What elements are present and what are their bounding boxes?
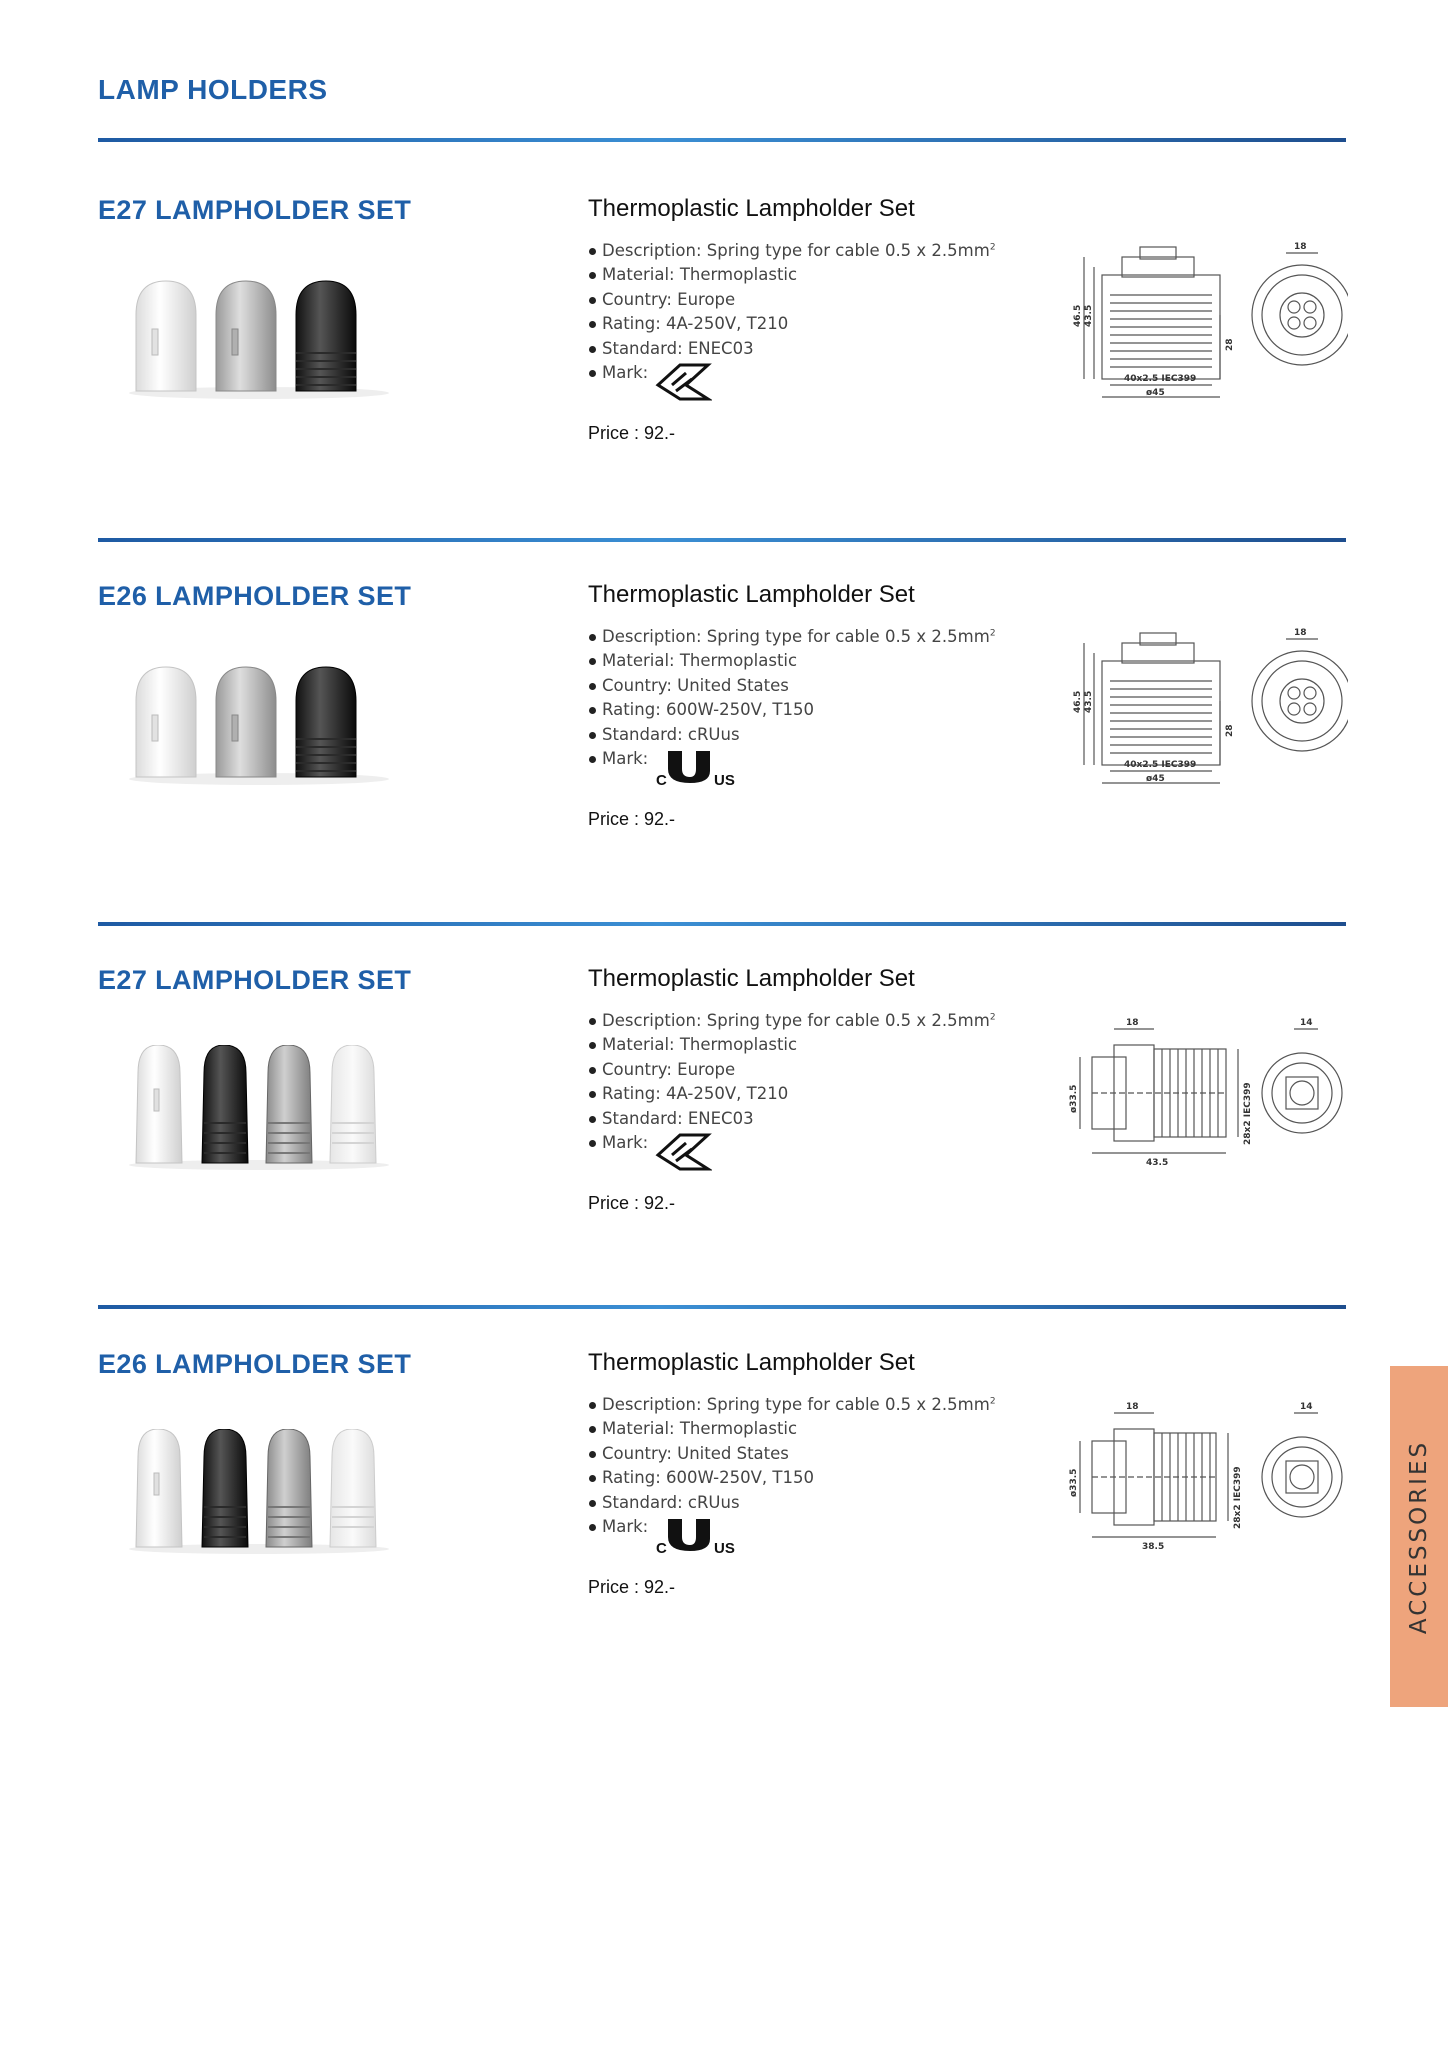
spec-material: Material: Thermoplastic <box>588 1417 996 1441</box>
spec-mark: Mark: C US <box>588 1515 996 1555</box>
product-section-e26-2 <box>0 1349 1448 1679</box>
spec-standard: Standard: cRUus <box>588 723 996 747</box>
dim-height: 46.5 <box>1073 304 1083 327</box>
spec-description: Description: Spring type for cable 0.5 x $2.5mm^2$ <box>588 625 996 649</box>
price: Price : 92.- <box>588 1577 676 1597</box>
spec-list <box>588 239 996 401</box>
dim-side: 28 <box>1225 724 1235 737</box>
dim-inner: 43.5 <box>1084 690 1094 713</box>
dim-thread: 28x2 IEC399 <box>1243 1082 1253 1145</box>
dim-left: 18 <box>1126 1018 1139 1028</box>
dim-dia: ø33.5 <box>1069 1084 1079 1113</box>
spec-list <box>588 1393 996 1555</box>
ul-mark-icon <box>654 1515 744 1555</box>
price: Price : 92.- <box>588 423 676 443</box>
product-name: Thermoplastic Lampholder Set <box>588 581 915 608</box>
dim-left: 18 <box>1126 1402 1139 1412</box>
spec-mark: Mark: <box>588 1131 996 1171</box>
dim-dia: ø45 <box>1146 388 1165 398</box>
spec-material: Material: Thermoplastic <box>588 263 996 287</box>
spec-standard: Standard: cRUus <box>588 1491 996 1515</box>
section-title: E26 LAMPHOLDER SET <box>98 581 412 611</box>
dim-thread: 40x2.5 IEC399 <box>1124 760 1197 770</box>
dim-side: 28 <box>1225 338 1235 351</box>
technical-drawing <box>1066 235 1348 405</box>
lampholder-photo <box>124 661 394 787</box>
product-section-e27-2 <box>0 965 1448 1295</box>
spec-country: Country: Europe <box>588 1058 996 1082</box>
spec-rating: Rating: 600W-250V, T150 <box>588 1466 996 1490</box>
spec-country: Country: United States <box>588 674 996 698</box>
technical-drawing <box>1066 621 1348 791</box>
spec-rating: Rating: 600W-250V, T150 <box>588 698 996 722</box>
section-divider <box>98 922 1346 926</box>
section-divider <box>98 138 1346 142</box>
spec-description: Description: Spring type for cable 0.5 x $2.5mm^2$ <box>588 239 996 263</box>
price: Price : 92.- <box>588 809 676 829</box>
product-name: Thermoplastic Lampholder Set <box>588 195 915 222</box>
spec-list <box>588 625 996 787</box>
dim-thread: 28x2 IEC399 <box>1233 1466 1243 1529</box>
section-title: E27 LAMPHOLDER SET <box>98 965 412 995</box>
spec-rating: Rating: 4A-250V, T210 <box>588 312 996 336</box>
ul-mark-icon <box>654 747 744 787</box>
dim-dia: ø45 <box>1146 774 1165 784</box>
dim-dia: ø33.5 <box>1069 1468 1079 1497</box>
section-title: E27 LAMPHOLDER SET <box>98 195 412 225</box>
technical-drawing <box>1066 1389 1348 1559</box>
enec-mark-icon <box>654 1131 712 1171</box>
section-divider <box>98 1305 1346 1309</box>
dim-right: 14 <box>1300 1402 1313 1412</box>
spec-rating: Rating: 4A-250V, T210 <box>588 1082 996 1106</box>
section-divider <box>98 538 1346 542</box>
svg-text:US: US <box>714 1540 736 1556</box>
dim-length: 38.5 <box>1142 1542 1165 1552</box>
svg-text:C: C <box>656 772 668 788</box>
category-tab-label: ACCESSORIES <box>1406 1439 1432 1634</box>
spec-standard: Standard: ENEC03 <box>588 1107 996 1131</box>
dim-top: 18 <box>1294 628 1307 638</box>
lampholder-photo <box>124 1045 394 1171</box>
spec-mark: Mark: C US <box>588 747 996 787</box>
product-name: Thermoplastic Lampholder Set <box>588 1349 915 1376</box>
spec-material: Material: Thermoplastic <box>588 1033 996 1057</box>
price: Price : 92.- <box>588 1193 676 1213</box>
dim-inner: 43.5 <box>1084 304 1094 327</box>
dim-thread: 40x2.5 IEC399 <box>1124 374 1197 384</box>
dim-top: 18 <box>1294 242 1307 252</box>
product-section-e27-1 <box>0 195 1448 525</box>
spec-description: Description: Spring type for cable 0.5 x $2.5mm^2$ <box>588 1393 996 1417</box>
spec-standard: Standard: ENEC03 <box>588 337 996 361</box>
spec-list <box>588 1009 996 1171</box>
lampholder-photo <box>124 1429 394 1555</box>
dim-length: 43.5 <box>1146 1158 1169 1168</box>
lampholder-photo <box>124 275 394 401</box>
dim-right: 14 <box>1300 1018 1313 1028</box>
spec-mark: Mark: <box>588 361 996 401</box>
spec-material: Material: Thermoplastic <box>588 649 996 673</box>
spec-country: Country: Europe <box>588 288 996 312</box>
spec-description: Description: Spring type for cable 0.5 x $2.5mm^2$ <box>588 1009 996 1033</box>
technical-drawing <box>1066 1005 1348 1175</box>
product-section-e26-1 <box>0 581 1448 911</box>
page-title: LAMP HOLDERS <box>98 74 328 105</box>
section-title: E26 LAMPHOLDER SET <box>98 1349 412 1379</box>
svg-text:US: US <box>714 772 736 788</box>
product-name: Thermoplastic Lampholder Set <box>588 965 915 992</box>
dim-height: 46.5 <box>1073 690 1083 713</box>
svg-text:C: C <box>656 1540 668 1556</box>
enec-mark-icon <box>654 361 712 401</box>
category-tab <box>1390 1366 1448 1707</box>
spec-country: Country: United States <box>588 1442 996 1466</box>
